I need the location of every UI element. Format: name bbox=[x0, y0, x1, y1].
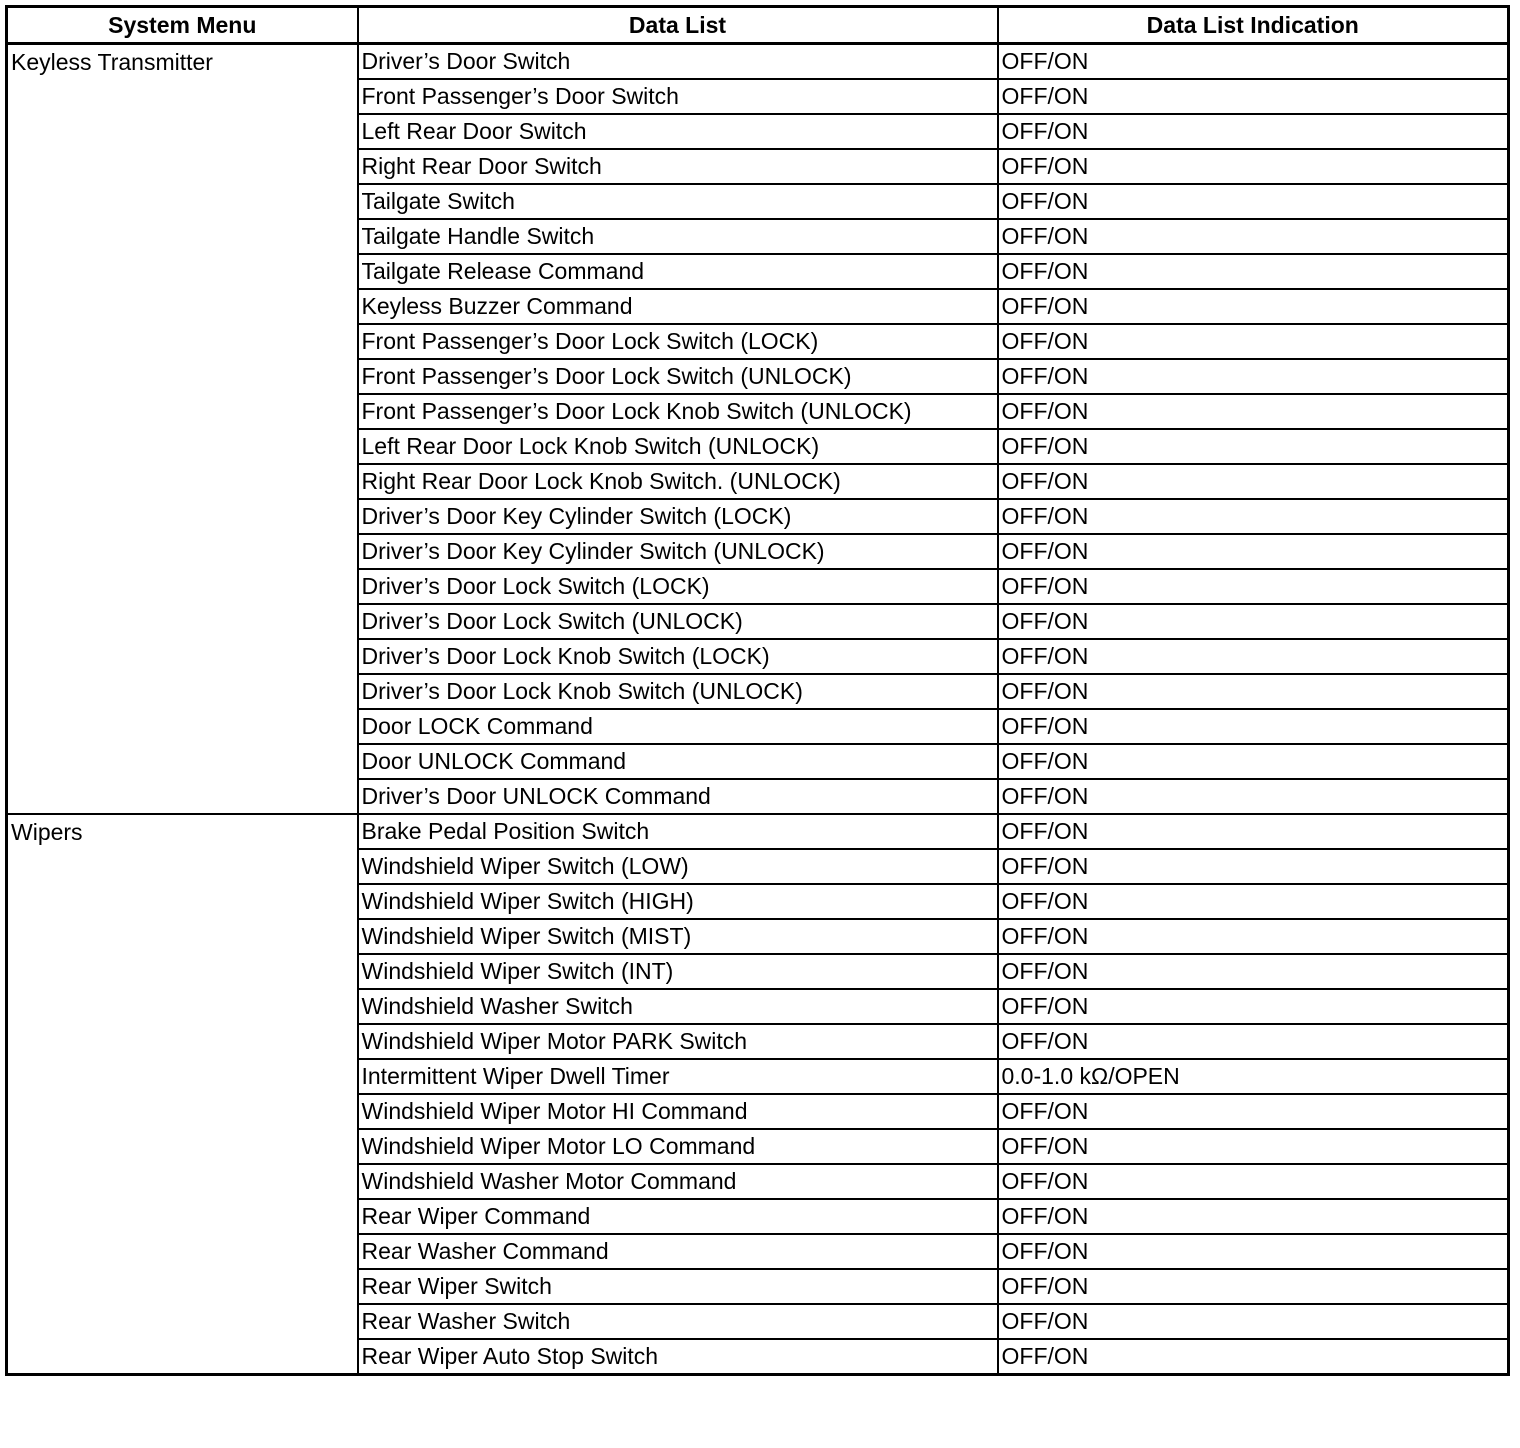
data-list-cell: Windshield Wiper Motor PARK Switch bbox=[358, 1024, 998, 1059]
data-list-cell: Driver’s Door Lock Switch (UNLOCK) bbox=[358, 604, 998, 639]
data-list-indication-cell: OFF/ON bbox=[998, 954, 1509, 989]
data-list-cell: Rear Wiper Command bbox=[358, 1199, 998, 1234]
data-list-cell: Tailgate Release Command bbox=[358, 254, 998, 289]
data-list-cell: Windshield Wiper Switch (HIGH) bbox=[358, 884, 998, 919]
data-list-indication-cell: OFF/ON bbox=[998, 219, 1509, 254]
data-list-indication-cell: OFF/ON bbox=[998, 1094, 1509, 1129]
data-list-cell: Rear Wiper Switch bbox=[358, 1269, 998, 1304]
data-list-cell: Left Rear Door Lock Knob Switch (UNLOCK) bbox=[358, 429, 998, 464]
data-list-indication-cell: OFF/ON bbox=[998, 1304, 1509, 1339]
data-list-cell: Brake Pedal Position Switch bbox=[358, 814, 998, 849]
data-list-indication-cell: OFF/ON bbox=[998, 114, 1509, 149]
data-list-cell: Right Rear Door Switch bbox=[358, 149, 998, 184]
data-list-indication-cell: OFF/ON bbox=[998, 464, 1509, 499]
header-system-menu: System Menu bbox=[7, 7, 358, 44]
data-list-indication-cell: OFF/ON bbox=[998, 604, 1509, 639]
data-list-cell: Door UNLOCK Command bbox=[358, 744, 998, 779]
data-list-indication-cell: OFF/ON bbox=[998, 184, 1509, 219]
data-list-cell: Driver’s Door Lock Knob Switch (UNLOCK) bbox=[358, 674, 998, 709]
table-row bbox=[7, 814, 1509, 849]
table-row bbox=[7, 44, 1509, 80]
data-list-cell: Intermittent Wiper Dwell Timer bbox=[358, 1059, 998, 1094]
data-list-indication-cell: OFF/ON bbox=[998, 499, 1509, 534]
data-list-cell: Windshield Washer Motor Command bbox=[358, 1164, 998, 1199]
table-body bbox=[7, 44, 1509, 1375]
data-list-cell: Tailgate Switch bbox=[358, 184, 998, 219]
data-list-cell: Driver’s Door Lock Switch (LOCK) bbox=[358, 569, 998, 604]
data-list-indication-cell: OFF/ON bbox=[998, 254, 1509, 289]
data-list-indication-cell: OFF/ON bbox=[998, 149, 1509, 184]
data-list-cell: Driver’s Door Lock Knob Switch (LOCK) bbox=[358, 639, 998, 674]
data-list-indication-cell: OFF/ON bbox=[998, 429, 1509, 464]
data-list-cell: Windshield Wiper Switch (LOW) bbox=[358, 849, 998, 884]
data-list-indication-cell: OFF/ON bbox=[998, 44, 1509, 80]
data-list-indication-cell: OFF/ON bbox=[998, 1129, 1509, 1164]
data-list-cell: Keyless Buzzer Command bbox=[358, 289, 998, 324]
data-list-cell: Driver’s Door Key Cylinder Switch (UNLOCK) bbox=[358, 534, 998, 569]
data-list-indication-cell: OFF/ON bbox=[998, 744, 1509, 779]
data-list-indication-cell: OFF/ON bbox=[998, 919, 1509, 954]
data-list-cell: Left Rear Door Switch bbox=[358, 114, 998, 149]
data-list-indication-cell: OFF/ON bbox=[998, 324, 1509, 359]
data-list-indication-cell: OFF/ON bbox=[998, 394, 1509, 429]
data-list-indication-cell: OFF/ON bbox=[998, 359, 1509, 394]
data-list-cell: Front Passenger’s Door Lock Switch (LOCK) bbox=[358, 324, 998, 359]
data-list-indication-cell: OFF/ON bbox=[998, 849, 1509, 884]
data-list-indication-cell: OFF/ON bbox=[998, 884, 1509, 919]
data-list-cell: Front Passenger’s Door Lock Knob Switch (UNLOCK) bbox=[358, 394, 998, 429]
table-header-row bbox=[7, 7, 1509, 44]
data-list-cell: Door LOCK Command bbox=[358, 709, 998, 744]
data-list-cell: Rear Washer Switch bbox=[358, 1304, 998, 1339]
data-list-cell: Windshield Wiper Switch (MIST) bbox=[358, 919, 998, 954]
data-list-indication-cell: OFF/ON bbox=[998, 779, 1509, 814]
data-list-cell: Driver’s Door UNLOCK Command bbox=[358, 779, 998, 814]
header-data-list: Data List bbox=[358, 7, 998, 44]
data-list-indication-cell: OFF/ON bbox=[998, 814, 1509, 849]
data-list-cell: Front Passenger’s Door Switch bbox=[358, 79, 998, 114]
data-list-indication-cell: OFF/ON bbox=[998, 1269, 1509, 1304]
data-list-cell: Rear Washer Command bbox=[358, 1234, 998, 1269]
data-list-indication-cell: OFF/ON bbox=[998, 1164, 1509, 1199]
data-list-indication-cell: OFF/ON bbox=[998, 1024, 1509, 1059]
data-list-cell: Tailgate Handle Switch bbox=[358, 219, 998, 254]
data-list-indication-cell: OFF/ON bbox=[998, 289, 1509, 324]
data-list-cell: Front Passenger’s Door Lock Switch (UNLOCK) bbox=[358, 359, 998, 394]
data-list-cell: Right Rear Door Lock Knob Switch. (UNLOCK) bbox=[358, 464, 998, 499]
data-list-cell: Windshield Wiper Motor HI Command bbox=[358, 1094, 998, 1129]
header-data-list-indication: Data List Indication bbox=[998, 7, 1509, 44]
data-list-indication-cell: OFF/ON bbox=[998, 79, 1509, 114]
data-list-indication-cell: OFF/ON bbox=[998, 569, 1509, 604]
data-list-indication-cell: OFF/ON bbox=[998, 1234, 1509, 1269]
data-list-indication-cell: OFF/ON bbox=[998, 1339, 1509, 1375]
data-list-indication-cell: 0.0-1.0 kΩ/OPEN bbox=[998, 1059, 1509, 1094]
data-list-cell: Driver’s Door Switch bbox=[358, 44, 998, 80]
data-list-cell: Windshield Washer Switch bbox=[358, 989, 998, 1024]
data-list-cell: Windshield Wiper Switch (INT) bbox=[358, 954, 998, 989]
data-list-table bbox=[5, 5, 1510, 1376]
data-list-indication-cell: OFF/ON bbox=[998, 989, 1509, 1024]
system-menu-cell: Wipers bbox=[7, 814, 358, 1375]
system-menu-cell: Keyless Transmitter bbox=[7, 44, 358, 815]
data-list-indication-cell: OFF/ON bbox=[998, 534, 1509, 569]
data-list-cell: Windshield Wiper Motor LO Command bbox=[358, 1129, 998, 1164]
data-list-indication-cell: OFF/ON bbox=[998, 1199, 1509, 1234]
data-list-indication-cell: OFF/ON bbox=[998, 709, 1509, 744]
data-list-cell: Driver’s Door Key Cylinder Switch (LOCK) bbox=[358, 499, 998, 534]
data-list-cell: Rear Wiper Auto Stop Switch bbox=[358, 1339, 998, 1375]
data-list-indication-cell: OFF/ON bbox=[998, 639, 1509, 674]
data-list-indication-cell: OFF/ON bbox=[998, 674, 1509, 709]
